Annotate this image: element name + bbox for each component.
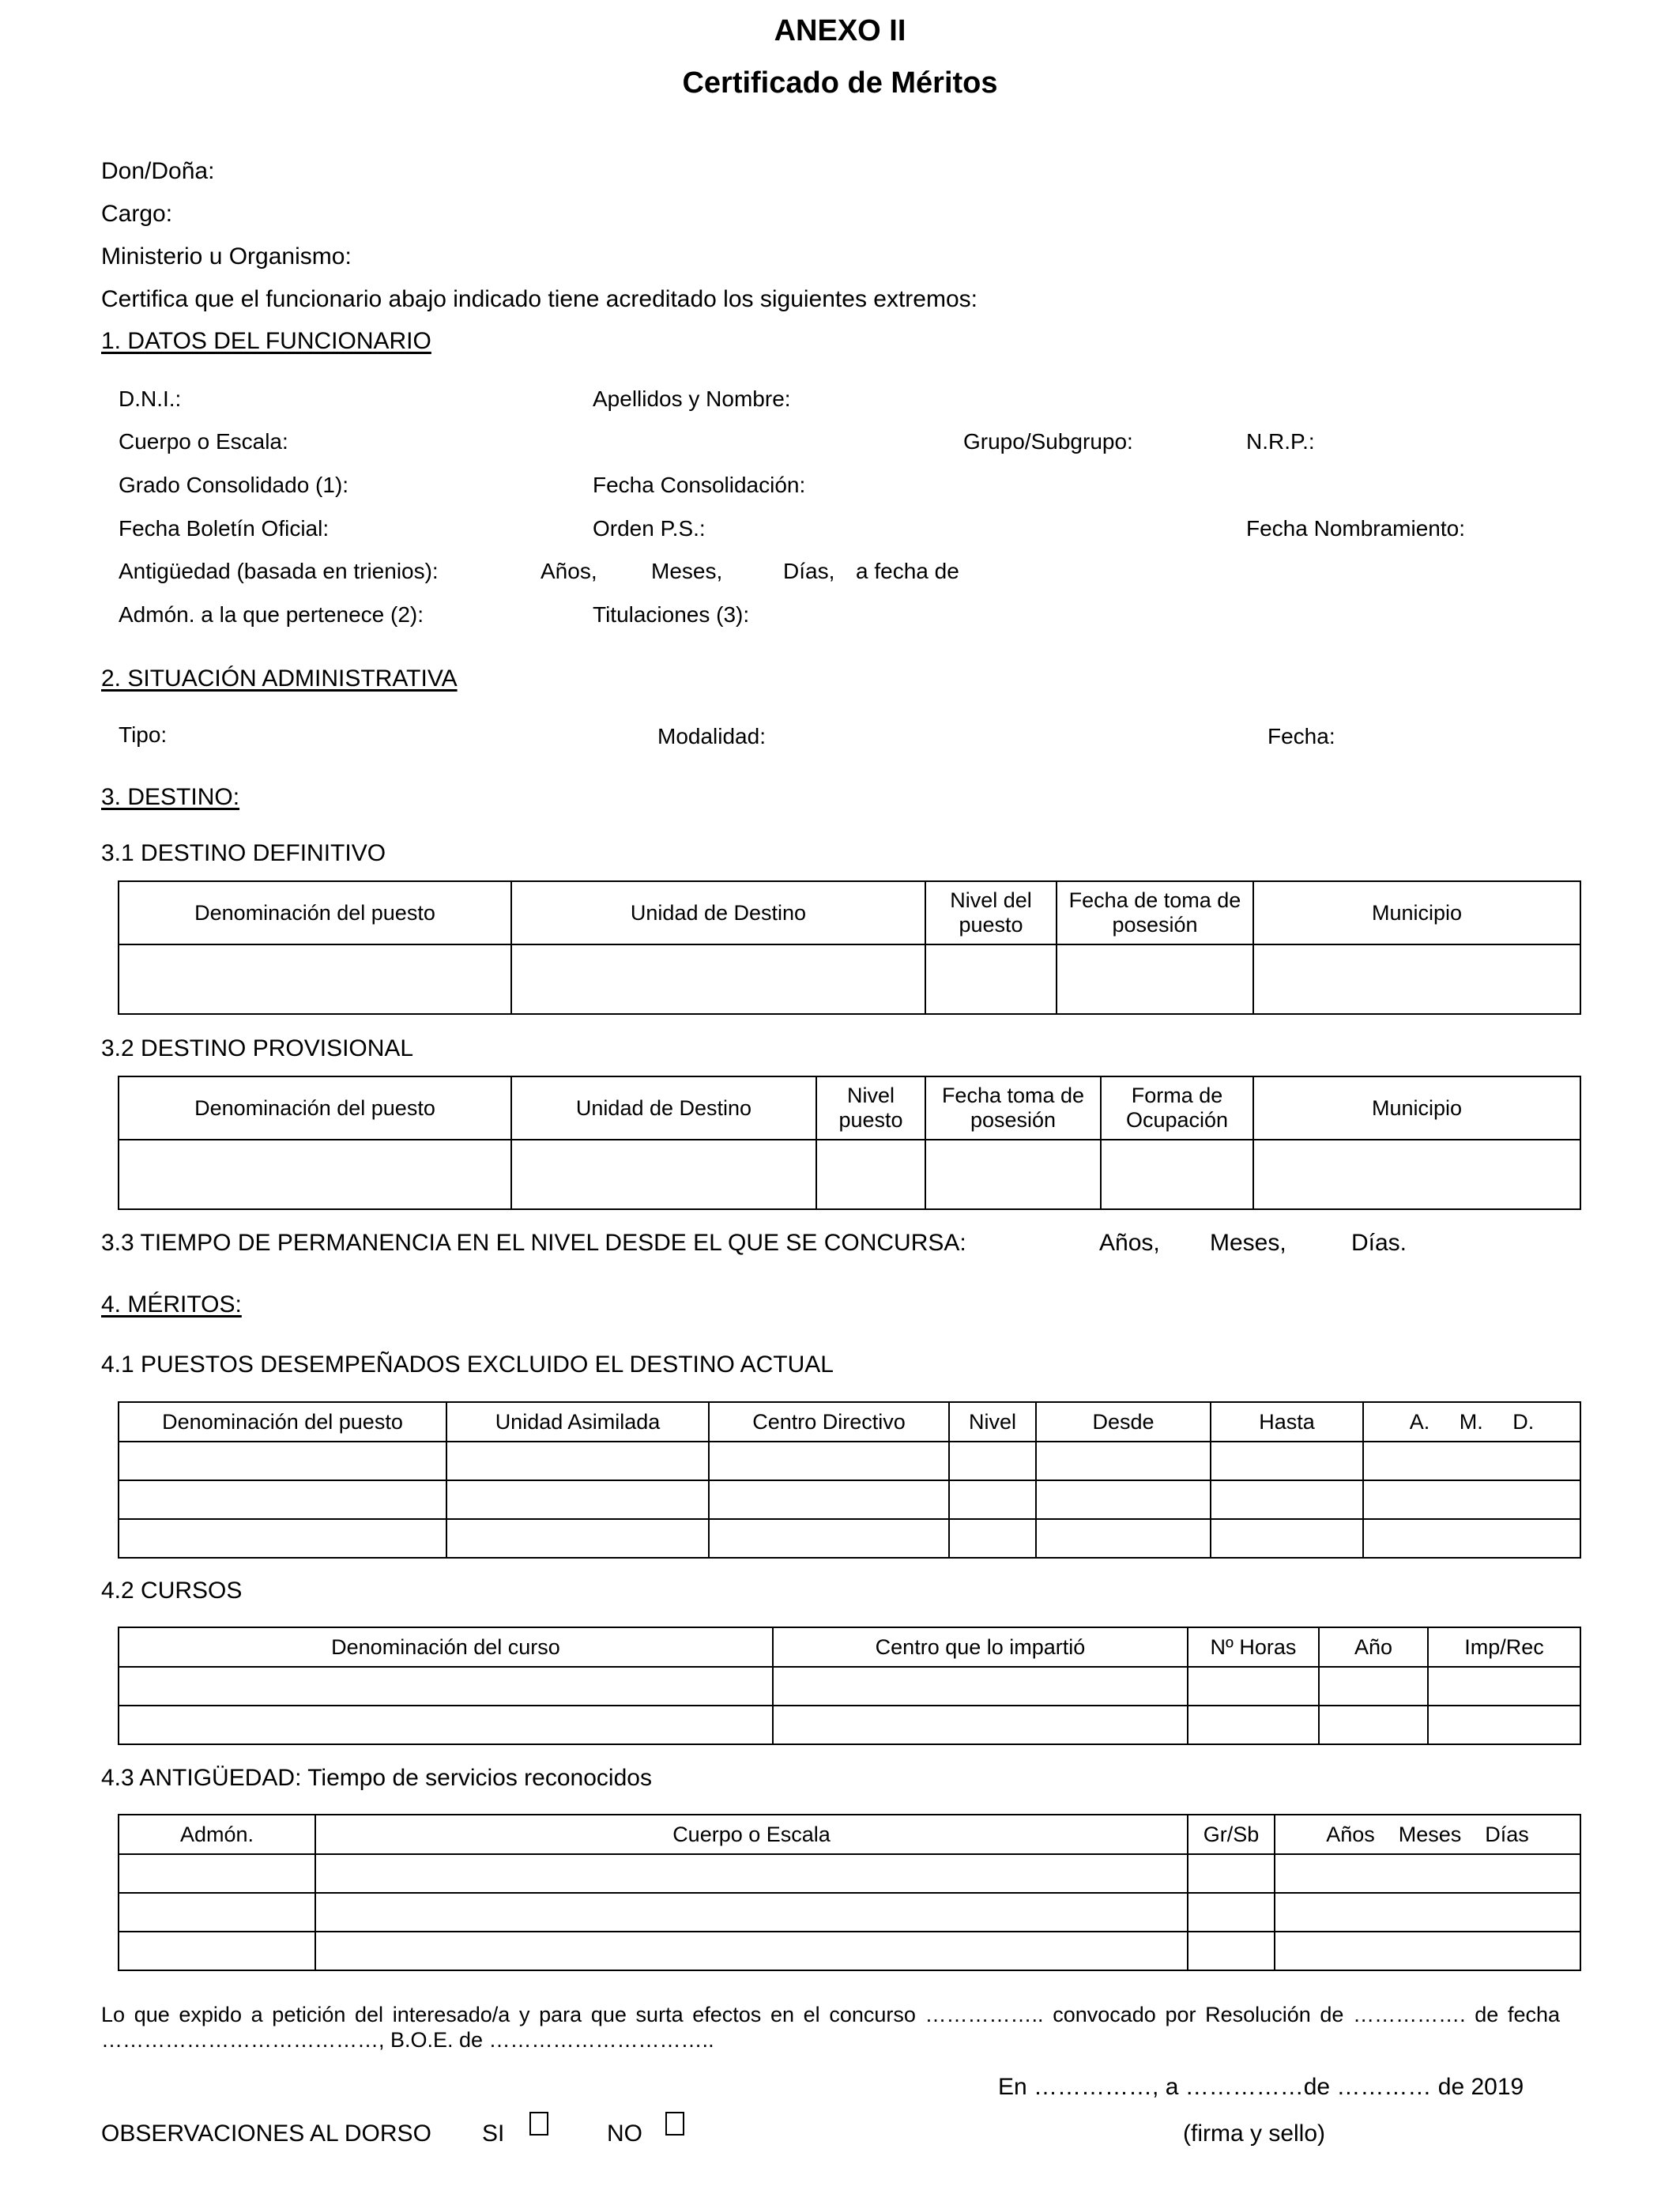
antiguedad-meses: Meses, (651, 559, 723, 583)
table-row (119, 1442, 1580, 1480)
entry-cell[interactable] (1188, 1932, 1275, 1970)
section2-heading: 2. SITUACIÓN ADMINISTRATIVA (101, 665, 458, 692)
antiguedad-dias: Días, (783, 559, 835, 583)
entry-cell[interactable] (315, 1932, 1188, 1970)
entry-cell[interactable] (1188, 1893, 1275, 1932)
entry-cell[interactable] (1363, 1442, 1580, 1480)
entry-cell[interactable] (1211, 1480, 1363, 1519)
puestos-table (118, 1401, 1581, 1559)
table-row (119, 1140, 1580, 1209)
header-denominacion: Denominación del puesto (119, 881, 511, 944)
entry-cell[interactable] (119, 1706, 773, 1744)
header-admon: Admón. (119, 1815, 315, 1854)
table-row (119, 1893, 1580, 1932)
entry-cell[interactable] (1275, 1932, 1580, 1970)
entry-cell[interactable] (1188, 1667, 1319, 1706)
antiguedad-label: Antigüedad (basada en trienios): (119, 559, 439, 583)
header-gr-sb: Gr/Sb (1188, 1815, 1275, 1854)
entry-cell[interactable] (1428, 1667, 1580, 1706)
entry-cell[interactable] (949, 1480, 1036, 1519)
entry-cell[interactable] (1253, 1140, 1580, 1209)
entry-cell[interactable] (315, 1893, 1188, 1932)
fecha-consolidacion-label: Fecha Consolidación: (593, 473, 806, 497)
a-fecha-label: a fecha de (856, 559, 959, 583)
entry-cell[interactable] (709, 1480, 949, 1519)
orden-label: Orden P.S.: (593, 516, 706, 541)
header-denominacion: Denominación del puesto (119, 1402, 446, 1442)
header-anio: Año (1319, 1627, 1428, 1667)
section3-heading: 3. DESTINO: (101, 784, 240, 810)
permanencia-label: 3.3 TIEMPO DE PERMANENCIA EN EL NIVEL DESDE EL QUE SE CONCURSA: (101, 1230, 966, 1256)
header-unidad-asimilada: Unidad Asimilada (446, 1402, 709, 1442)
table-header-row (119, 1076, 1580, 1140)
entry-cell[interactable] (446, 1519, 709, 1558)
entry-cell[interactable] (1363, 1519, 1580, 1558)
entry-cell[interactable] (446, 1442, 709, 1480)
header-cuerpo-escala: Cuerpo o Escala (315, 1815, 1188, 1854)
entry-cell[interactable] (446, 1480, 709, 1519)
antiguedad-table (118, 1814, 1581, 1971)
entry-cell[interactable] (119, 1442, 446, 1480)
table-row (119, 1667, 1580, 1706)
entry-cell[interactable] (1036, 1519, 1211, 1558)
header-denominacion: Denominación del puesto (119, 1076, 511, 1140)
no-checkbox[interactable] (665, 2112, 684, 2137)
table-row (119, 1706, 1580, 1744)
table-header-row (119, 1402, 1580, 1442)
header-denominacion-curso: Denominación del curso (119, 1627, 773, 1667)
cuerpo-label: Cuerpo o Escala: (119, 429, 288, 454)
header-anios-meses-dias: Años Meses Días (1275, 1815, 1580, 1854)
header-hasta: Hasta (1211, 1402, 1363, 1442)
entry-cell[interactable] (1036, 1442, 1211, 1480)
cursos-heading: 4.2 CURSOS (101, 1578, 243, 1604)
destino-definitivo-table (118, 880, 1581, 1015)
grado-label: Grado Consolidado (1): (119, 473, 349, 497)
section4-heading: 4. MÉRITOS: (101, 1291, 242, 1318)
destino-definitivo-heading: 3.1 DESTINO DEFINITIVO (101, 840, 386, 866)
entry-cell[interactable] (1319, 1706, 1428, 1744)
entry-cell[interactable] (119, 1140, 511, 1209)
permanencia-dias: Días. (1351, 1230, 1407, 1256)
antiguedad-servicios-heading: 4.3 ANTIGÜEDAD: Tiempo de servicios reconocidos (101, 1765, 652, 1791)
entry-cell[interactable] (1211, 1519, 1363, 1558)
cargo-label: Cargo: (101, 201, 173, 227)
destino-provisional-heading: 3.2 DESTINO PROVISIONAL (101, 1035, 414, 1061)
observaciones-label: OBSERVACIONES AL DORSO (101, 2120, 431, 2147)
modalidad-label: Modalidad: (657, 724, 766, 748)
entry-cell[interactable] (773, 1706, 1188, 1744)
header-forma-ocupacion: Forma de Ocupación (1101, 1076, 1253, 1140)
destino-provisional-table (118, 1076, 1581, 1210)
entry-cell[interactable] (1253, 944, 1580, 1014)
entry-cell[interactable] (1319, 1667, 1428, 1706)
no-label: NO (607, 2120, 642, 2147)
header-fecha-posesion: Fecha de toma de posesión (1057, 881, 1253, 944)
entry-cell[interactable] (925, 1140, 1101, 1209)
table-row (119, 1854, 1580, 1893)
entry-cell[interactable] (1428, 1706, 1580, 1744)
entry-cell[interactable] (119, 1667, 773, 1706)
entry-cell[interactable] (1188, 1854, 1275, 1893)
entry-cell[interactable] (119, 1854, 315, 1893)
fecha-label: Fecha: (1268, 724, 1335, 748)
fecha-nombramiento-label: Fecha Nombramiento: (1246, 516, 1466, 541)
titulaciones-label: Titulaciones (3): (593, 602, 750, 627)
dni-label: D.N.I.: (119, 386, 182, 411)
lugar-fecha: En ……………, a ……………de ………… de 2019 (998, 2074, 1524, 2100)
table-header-row (119, 881, 1580, 944)
table-row (119, 1480, 1580, 1519)
expido-line-1: Lo que expido a petición del interesado/a y para que surta efectos en el concurso …………….. convocado por Resolución de ……………. de fecha (101, 2003, 1560, 2026)
header-municipio: Municipio (1253, 1076, 1580, 1140)
table-header-row (119, 1815, 1580, 1854)
si-label: SI (482, 2120, 505, 2147)
admon-label: Admón. a la que pertenece (2): (119, 602, 424, 627)
entry-cell[interactable] (119, 1519, 446, 1558)
header-fecha-posesion: Fecha toma de posesión (925, 1076, 1101, 1140)
expido-line-2: …………………………………, B.O.E. de ………………………….. (101, 2028, 714, 2052)
entry-cell[interactable] (1036, 1480, 1211, 1519)
nrp-label: N.R.P.: (1246, 429, 1315, 454)
entry-cell[interactable] (1211, 1442, 1363, 1480)
header-imp-rec: Imp/Rec (1428, 1627, 1580, 1667)
si-checkbox[interactable] (529, 2112, 548, 2137)
firma-label: (firma y sello) (1183, 2120, 1326, 2147)
entry-cell[interactable] (119, 1480, 446, 1519)
header-unidad-destino: Unidad de Destino (511, 1076, 816, 1140)
entry-cell[interactable] (119, 944, 511, 1014)
entry-cell[interactable] (925, 944, 1057, 1014)
entry-cell[interactable] (1188, 1706, 1319, 1744)
entry-cell[interactable] (1275, 1893, 1580, 1932)
entry-cell[interactable] (315, 1854, 1188, 1893)
header-horas: Nº Horas (1188, 1627, 1319, 1667)
entry-cell[interactable] (949, 1519, 1036, 1558)
fecha-boletin-label: Fecha Boletín Oficial: (119, 516, 330, 541)
entry-cell[interactable] (1101, 1140, 1253, 1209)
antiguedad-anios: Años, (541, 559, 597, 583)
cursos-table (118, 1627, 1581, 1745)
entry-cell[interactable] (1057, 944, 1253, 1014)
entry-cell[interactable] (1363, 1480, 1580, 1519)
header-unidad-destino: Unidad de Destino (511, 881, 925, 944)
don-label: Don/Doña: (101, 158, 215, 184)
ministerio-label: Ministerio u Organismo: (101, 243, 352, 270)
header-desde: Desde (1036, 1402, 1211, 1442)
certifica-text: Certifica que el funcionario abajo indicado tiene acreditado los siguientes extremos: (101, 286, 977, 312)
permanencia-anios: Años, (1099, 1230, 1160, 1256)
header-nivel: Nivel (949, 1402, 1036, 1442)
entry-cell[interactable] (511, 944, 925, 1014)
apellidos-label: Apellidos y Nombre: (593, 386, 791, 411)
entry-cell[interactable] (773, 1667, 1188, 1706)
table-row (119, 944, 1580, 1014)
grupo-label: Grupo/Subgrupo: (963, 429, 1133, 454)
table-row (119, 1519, 1580, 1558)
entry-cell[interactable] (119, 1893, 315, 1932)
section1-heading: 1. DATOS DEL FUNCIONARIO (101, 328, 431, 354)
entry-cell[interactable] (709, 1519, 949, 1558)
tipo-label: Tipo: (119, 722, 168, 747)
header-amd: A. M. D. (1363, 1402, 1580, 1442)
header-municipio: Municipio (1253, 881, 1580, 944)
puestos-heading: 4.1 PUESTOS DESEMPEÑADOS EXCLUIDO EL DESTINO ACTUAL (101, 1351, 834, 1378)
header-centro-directivo: Centro Directivo (709, 1402, 949, 1442)
permanencia-meses: Meses, (1210, 1230, 1286, 1256)
entry-cell[interactable] (709, 1442, 949, 1480)
entry-cell[interactable] (949, 1442, 1036, 1480)
entry-cell[interactable] (816, 1140, 925, 1209)
header-centro-impartio: Centro que lo impartió (773, 1627, 1188, 1667)
header-nivel: Nivel del puesto (925, 881, 1057, 944)
table-header-row (119, 1627, 1580, 1667)
annex-title: ANEXO II (774, 14, 906, 47)
table-row (119, 1932, 1580, 1970)
header-nivel: Nivel puesto (816, 1076, 925, 1140)
entry-cell[interactable] (511, 1140, 816, 1209)
document-title: Certificado de Méritos (682, 66, 998, 100)
entry-cell[interactable] (1275, 1854, 1580, 1893)
entry-cell[interactable] (119, 1932, 315, 1970)
